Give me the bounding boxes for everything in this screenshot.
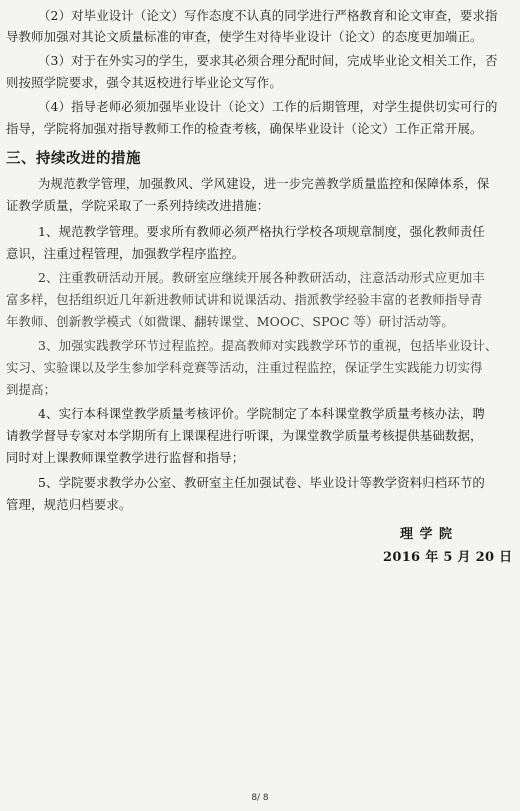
page-number: 8/ 8 bbox=[251, 793, 269, 803]
intro-line-2: 证教学质量，学院采取了一系列持续改进措施： bbox=[6, 198, 270, 213]
paragraph-4-line-2: 指导，学院将加强对指导教师工作的检查考核，确保毕业设计（论文）工作正常开展。 bbox=[6, 121, 483, 136]
measure-3-line-1: 3、加强实践教学环节过程监控。提高教师对实践教学环节的重视，包括毕业设计、 bbox=[38, 338, 498, 353]
measure-2-line-1: 2、注重教研活动开展。教研室应继续开展各种教研活动，注意活动形式应更加丰 bbox=[38, 270, 485, 285]
section-heading: 三、持续改进的措施 bbox=[6, 151, 141, 167]
paragraph-4-line-1: （4）指导老师必须加强毕业设计（论文）工作的后期管理，对学生提供切实可行的 bbox=[38, 99, 498, 114]
measure-4-line-3: 同时对上课教师课堂教学进行监督和指导； bbox=[6, 450, 245, 465]
measure-1-line-2: 意识，注重过程管理，加强教学程序监控。 bbox=[6, 246, 245, 261]
measure-4-line-1: 4、实行本科课堂教学质量考核评价。学院制定了本科课堂教学质量考核办法，聘 bbox=[38, 406, 485, 421]
signature-date: 2016 年 5 月 20 日 bbox=[383, 550, 513, 565]
paragraph-2-line-2: 导教师加强对其论文质量标准的审查，使学生对待毕业设计（论文）的态度更加端正。 bbox=[6, 29, 483, 44]
measure-3-line-3: 到提高； bbox=[6, 382, 57, 397]
measure-1-line-1: 1、规范教学管理。要求所有教师必须严格执行学校各项规章制度，强化教师责任 bbox=[38, 224, 485, 239]
measure-5-line-2: 管理，规范归档要求。 bbox=[6, 497, 132, 512]
paragraph-2-line-1: （2）对毕业设计（论文）写作态度不认真的同学进行严格教育和论文审查，要求指 bbox=[38, 8, 498, 23]
measure-5-line-1: 5、学院要求教学办公室、教研室主任加强试卷、毕业设计等教学资料归档环节的 bbox=[38, 475, 485, 490]
measure-2-line-3: 年教师、创新教学模式（如微课、翻转课堂、MOOC、SPOC 等）研讨活动等。 bbox=[6, 314, 454, 329]
paragraph-3-line-2: 则按照学院要求，强令其返校进行毕业论文写作。 bbox=[6, 75, 282, 90]
intro-line-1: 为规范教学管理，加强教风、学风建设，进一步完善教学质量监控和保障体系，保 bbox=[38, 176, 490, 191]
paragraph-3-line-1: （3）对于在外实习的学生，要求其必须合理分配时间，完成毕业论文相关工作，否 bbox=[38, 53, 498, 68]
signature-organization: 理 学 院 bbox=[400, 527, 454, 542]
measure-4-line-2: 请教学督导专家对本学期所有上课课程进行听课，为课堂教学质量考核提供基础数据， bbox=[6, 428, 483, 443]
measure-2-line-2: 富多样，包括组织近几年新进教师试讲和说课活动、指派教学经验丰富的老教师指导青 bbox=[6, 292, 483, 307]
measure-3-line-2: 实习、实验课以及学生参加学科竞赛等活动，注重过程监控，保证学生实践能力切实得 bbox=[6, 360, 483, 375]
